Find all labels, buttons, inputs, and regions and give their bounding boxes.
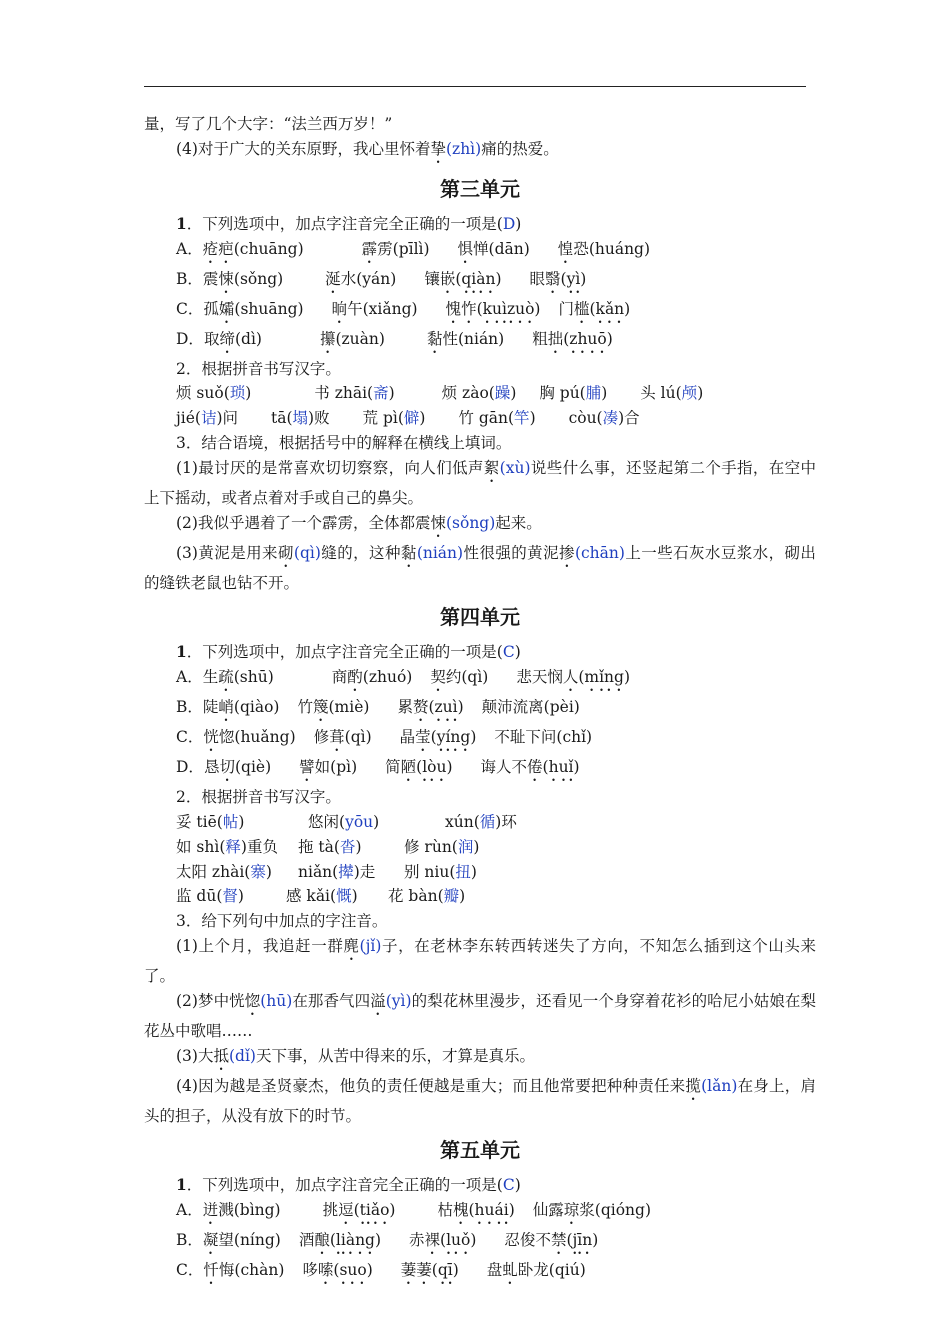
u4-question-3: 3．给下列句中加点的字注音。 (176, 912, 388, 931)
dotted-char: 晌 (331, 299, 348, 318)
dotted-char: 槛(kǎn) (574, 299, 631, 318)
answer: 慨 (336, 887, 352, 906)
text: ) (245, 384, 252, 403)
question-number: 1 (176, 1175, 187, 1195)
text: 诲人不 (480, 758, 528, 777)
text: 雳(pīlì) (377, 239, 430, 258)
continued-line (144, 112, 816, 137)
text: ) (697, 384, 704, 403)
answer: (lǎn) (701, 1076, 738, 1095)
dotted-char: 萋 (400, 1261, 417, 1280)
u5-question-1 (144, 1173, 816, 1198)
dotted-char: 禁(jīn) (550, 1231, 599, 1250)
text: ) (473, 837, 480, 856)
dotted-char: 人(mǐng) (562, 668, 631, 687)
dotted-char: 酿(liàng) (314, 1231, 382, 1250)
u4-question-1 (144, 640, 816, 665)
text: 竹 gān( (458, 409, 515, 428)
answer: 沓 (339, 837, 356, 856)
dotted-char: 孀 (218, 299, 235, 318)
text: ) (238, 812, 245, 831)
u4-pinyin-row-4 (144, 884, 816, 909)
text: 缝的，这种 (320, 543, 401, 562)
text: 惮(dān) (473, 239, 530, 258)
answer: 凑 (602, 409, 619, 428)
u4-pinyin-row-1 (144, 810, 816, 835)
text: 别 niu( (404, 862, 456, 881)
text: 陡 (202, 698, 219, 717)
text: 在身上，肩头的担子，从没有放下的时节。 (144, 1076, 816, 1125)
u3-option-c (144, 297, 816, 327)
text: ) (237, 887, 244, 906)
u5-option-b (144, 1228, 816, 1258)
text: 上一些石灰水豆浆水，砌出的缝铁老鼠也钻不开。 (144, 543, 816, 592)
text: 竹 (297, 698, 313, 717)
u4-option-d (144, 755, 816, 785)
dotted-char: 恍 (203, 728, 219, 747)
u4-option-c (144, 725, 816, 755)
text: D． (176, 329, 204, 348)
text: A． (176, 239, 203, 258)
text: 哆 (302, 1261, 318, 1280)
dotted-char: 萋(qī) (416, 1261, 459, 1280)
dotted-char: 虬 (502, 1261, 518, 1280)
dotted-char: 疤 (218, 239, 234, 258)
text: 天下事，从苦中得来的乐，才算是真乐。 (255, 1046, 535, 1065)
text: (1)最讨厌的是常喜欢切切察察，向人们低声 (176, 458, 484, 477)
dotted-char: 拙(zhuō) (547, 329, 613, 348)
text: xún( (445, 812, 480, 831)
dotted-char: 凝 (202, 1231, 219, 1250)
dotted-char: 琼 (563, 1201, 580, 1220)
text: (zhuó) (362, 668, 413, 687)
dotted-char: 迸 (202, 1201, 219, 1220)
answer: 竿 (514, 409, 530, 428)
u5-option-c (144, 1258, 816, 1288)
text: (3)黄泥是用来 (176, 543, 278, 562)
text: ) (470, 862, 477, 881)
answer: C (502, 1176, 515, 1195)
u3-pinyin-row-2 (144, 406, 816, 431)
u4-option-b (144, 695, 816, 725)
unit-3-title: 第三单元 (440, 176, 520, 201)
answer: 释 (225, 837, 241, 856)
text: D． (176, 758, 204, 777)
text: 妥 tiē( (176, 812, 223, 831)
text: ) (419, 409, 426, 428)
text: B． (176, 1231, 203, 1250)
unit-5-title: 第五单元 (440, 1138, 520, 1163)
answer: 润 (457, 837, 474, 856)
dotted-char: 溢 (370, 991, 386, 1010)
text: ) (601, 384, 608, 403)
text: 感 kǎi( (286, 887, 337, 906)
text: 眼 (529, 269, 546, 288)
question-number: 1 (176, 213, 187, 233)
dotted-char: 黏 (426, 329, 443, 348)
text: (sǒng) (233, 269, 284, 288)
answer: 督 (222, 887, 238, 906)
dotted-char: 翳(yì) (545, 269, 587, 288)
text: 监 dū( (176, 887, 223, 906)
text: 悲天悯 (516, 668, 563, 687)
text: 孤 (203, 299, 219, 318)
text: 惚 (218, 728, 235, 747)
text: (miè) (328, 698, 370, 717)
u4-sentence-2 (144, 989, 816, 1044)
text: 拖 tà( (298, 837, 340, 856)
text: (shuāng) (234, 299, 304, 318)
text: (shū) (233, 668, 274, 687)
text: 恳 (203, 758, 220, 777)
text: ) (514, 1176, 521, 1195)
text: còu( (568, 409, 603, 428)
text: 起来。 (495, 513, 542, 532)
text: C． (176, 728, 204, 747)
u4-pinyin-row-2 (144, 835, 816, 860)
text: 烦 suǒ( (176, 384, 230, 403)
text: 粗 (532, 329, 548, 348)
dotted-char: 霹 (361, 239, 378, 258)
answer: (xù) (499, 458, 531, 477)
dotted-char: 揽 (685, 1076, 702, 1095)
text: ) (351, 887, 358, 906)
text: jié( (176, 409, 201, 428)
answer: 斋 (373, 384, 389, 403)
text: (1)上个月，我追赶一群 (176, 936, 344, 955)
text: 盘 (486, 1261, 503, 1280)
text: 修 rùn( (404, 837, 458, 856)
dotted-char: 疏 (218, 668, 234, 687)
text: 悔(chàn) (218, 1261, 285, 1280)
answer: 瓣 (443, 887, 460, 906)
text: 烦 zào( (441, 384, 495, 403)
text: 生 (202, 668, 219, 687)
text: )走 (353, 862, 376, 881)
dotted-char: 槐(huái) (453, 1201, 515, 1220)
answer: 躁 (494, 384, 511, 403)
text: 午(xiǎng) (347, 299, 418, 318)
u4-question-2: 2．根据拼音书写汉字。 (176, 788, 341, 807)
answer: (nián) (416, 543, 464, 562)
answer: (zhì) (445, 139, 482, 158)
text: 悠闲( (308, 812, 346, 831)
dotted-char: 葺 (329, 728, 345, 747)
text: 震 (202, 269, 219, 288)
text: (3)大 (176, 1046, 214, 1065)
text: 门 (558, 299, 574, 318)
text: A． (176, 668, 203, 687)
text: ) (388, 384, 395, 403)
dotted-char: 挚 (430, 139, 446, 158)
dotted-char: 疮 (202, 239, 219, 258)
text: niǎn( (298, 862, 339, 881)
dotted-char: 赘(zuì) (412, 698, 464, 717)
u3-sentence-2 (144, 511, 816, 541)
text: (chuāng) (233, 239, 304, 258)
u4-sentence-1 (144, 934, 816, 989)
text: ) (265, 862, 272, 881)
text: tā( (271, 409, 293, 428)
text: 恐(huáng) (573, 239, 651, 258)
dotted-char: 陋(lòu) (400, 758, 453, 777)
text: 太阳 zhài( (176, 862, 251, 881)
text: 说些什么事，还竖起第二个手指，在空中上下摇动，或者点着对手或自己的鼻尖。 (144, 458, 816, 507)
text: (2)梦中恍 (176, 991, 245, 1010)
answer: 循 (479, 812, 496, 831)
answer: (chān) (574, 543, 625, 562)
u3-pinyin-row-1 (144, 381, 816, 406)
dotted-char: 嵌(qiàn) (439, 269, 502, 288)
text: 性(nián) (442, 329, 505, 348)
dotted-char: 掺 (559, 543, 575, 562)
u5-option-a (144, 1198, 816, 1228)
text: 痛的热爱。 (481, 139, 559, 158)
answer: (yì) (385, 991, 412, 1010)
u3-question-3: 3．结合语境，根据括号中的解释在横线上填词。 (176, 433, 512, 452)
text: )败 (308, 409, 330, 428)
dotted-char: 惚 (244, 991, 261, 1010)
dotted-char: 酌 (347, 668, 363, 687)
text: 书 zhāi( (314, 384, 374, 403)
dotted-char: 嗦(suo) (317, 1261, 373, 1280)
header-rule (144, 86, 806, 87)
answer: 塌 (292, 409, 309, 428)
dotted-char: 麂 (343, 936, 360, 955)
answer: 颅 (681, 384, 698, 403)
text: (pì) (330, 758, 358, 777)
text: 仙露 (532, 1201, 564, 1220)
text: ) (373, 812, 380, 831)
text: 溅(bìng) (218, 1201, 281, 1220)
text: ) (514, 643, 521, 662)
text: )环 (495, 812, 517, 831)
text: 性很强的黄泥 (463, 543, 560, 562)
text: ) (459, 887, 466, 906)
sentence-4 (144, 137, 816, 167)
text: 颠沛流 (481, 698, 529, 717)
dotted-char: 砌 (277, 543, 294, 562)
dotted-char: 怍(kuìzuò) (461, 299, 541, 318)
u4-sentence-4 (144, 1074, 816, 1129)
dotted-char: 悚 (430, 513, 446, 532)
text: 问(chǐ) (540, 728, 593, 747)
text: (qiè) (234, 758, 272, 777)
text: ) (510, 384, 517, 403)
text: B． (176, 698, 203, 717)
text: 子，在老林李东转西转迷失了方向，不知怎么插到这个山头来了。 (144, 936, 816, 985)
answer: 寨 (250, 862, 266, 881)
dotted-char: 黏 (400, 543, 417, 562)
text: ) (355, 837, 362, 856)
text: 镶 (424, 269, 440, 288)
text: (dì) (234, 329, 262, 348)
text: 离(pèi) (528, 698, 580, 717)
text: 卧龙(qiú) (517, 1261, 586, 1280)
text: 花 bàn( (388, 887, 444, 906)
text: C． (176, 1261, 204, 1280)
text: 望(níng) (218, 1231, 281, 1250)
u3-option-a (144, 237, 816, 267)
u3-option-d (144, 327, 816, 357)
text: 不 (535, 1231, 551, 1250)
u3-sentence-3 (144, 541, 816, 596)
dotted-char: 契 (430, 668, 446, 687)
text: 如 shì( (176, 837, 226, 856)
dotted-char: 惧 (457, 239, 474, 258)
text: 累 (397, 698, 413, 717)
text: 在那香气四 (292, 991, 371, 1010)
text: (qiào) (233, 698, 280, 717)
dotted-char: 倦(huǐ) (527, 758, 580, 777)
text: 头 lú( (640, 384, 682, 403)
text: (4)因为越是圣贤豪杰，他负的责任便越是重大；而且他常要把种种责任来 (176, 1076, 686, 1095)
text: 取 (203, 329, 220, 348)
answer: yōu (345, 812, 374, 831)
text: ．下列选项中，加点字注音完全正确的一项是( (186, 1176, 503, 1195)
answer: 撵 (338, 862, 354, 881)
answer: (sǒng) (445, 513, 496, 532)
text: 胸 pú( (539, 384, 586, 403)
answer: 诘 (200, 409, 217, 428)
text: 不耻下 (494, 728, 541, 747)
dotted-char: 愧 (445, 299, 462, 318)
dotted-char: 裸(luǒ) (424, 1231, 477, 1250)
dotted-char: 切 (219, 758, 235, 777)
text: 简 (385, 758, 401, 777)
answer: 僻 (403, 409, 420, 428)
dotted-char: 攥 (319, 329, 336, 348)
text: 水(yán) (340, 269, 397, 288)
unit-4-title: 第四单元 (440, 605, 520, 630)
answer: 扭 (455, 862, 471, 881)
answer: 琐 (229, 384, 246, 403)
text: 浆(qióng) (579, 1201, 652, 1220)
text: (2)我似乎遇着了一个霹雳，全体都震 (176, 513, 431, 532)
text: 挑 (322, 1201, 339, 1220)
answer: D (502, 214, 516, 233)
text: 量，写了几个大字：“法兰西万岁！” (144, 115, 393, 133)
dotted-char: 忏 (203, 1261, 219, 1280)
u3-sentence-1 (144, 456, 816, 511)
text: (huǎng) (234, 728, 296, 747)
text: ) (529, 409, 536, 428)
u4-option-a (144, 665, 816, 695)
text: (zuàn) (335, 329, 385, 348)
text: ．下列选项中，加点字注音完全正确的一项是( (186, 643, 503, 662)
text: ) (515, 214, 522, 233)
text: B． (176, 269, 203, 288)
text: ．下列选项中，加点字注音完全正确的一项是( (186, 214, 503, 233)
document-body (144, 112, 816, 1288)
text: )重负 (240, 837, 278, 856)
dotted-char: 逗(tiǎo) (338, 1201, 396, 1220)
text: 的梨花林里漫步，还看见一个身穿着花衫的哈尼小姑娘在梨花丛中歌唱…… (144, 991, 816, 1040)
dotted-char: 惶 (557, 239, 574, 258)
dotted-char: 悚 (218, 269, 234, 288)
text: (qì) (344, 728, 372, 747)
answer: 脯 (585, 384, 602, 403)
text: 赤 (409, 1231, 425, 1250)
answer: C (502, 643, 515, 662)
answer: 帖 (222, 812, 239, 831)
text: C． (176, 299, 204, 318)
text: 晶 (399, 728, 416, 747)
dotted-char: 篾 (312, 698, 329, 717)
dotted-char: 抵 (213, 1046, 229, 1065)
u3-question-2: 2．根据拼音书写汉字。 (176, 359, 341, 378)
answer: (dǐ) (228, 1046, 256, 1065)
text: 约(qì) (445, 668, 489, 687)
dotted-char: 譬 (299, 758, 315, 777)
text: (4)对于广大的关东原野，我心里怀着 (176, 139, 431, 158)
text: 枯 (437, 1201, 453, 1220)
text: )问 (216, 409, 239, 428)
u4-sentence-3 (144, 1044, 816, 1074)
text: 忍俊 (504, 1231, 536, 1250)
u3-question-1 (144, 212, 816, 237)
text: 修 (313, 728, 330, 747)
text: 如 (314, 758, 331, 777)
answer: (hū) (260, 991, 293, 1010)
u4-pinyin-row-3 (144, 860, 816, 885)
u3-option-b (144, 267, 816, 297)
answer: (jǐ) (359, 936, 382, 955)
dotted-char: 涎 (325, 269, 341, 288)
text: 商 (331, 668, 348, 687)
dotted-char: 絮 (483, 458, 500, 477)
answer: (qì) (293, 543, 321, 562)
dotted-char: 莹(yíng) (415, 728, 477, 747)
text: )合 (618, 409, 640, 428)
dotted-char: 缔 (219, 329, 235, 348)
text: 荒 pì( (362, 409, 404, 428)
question-number: 1 (176, 642, 187, 662)
text: 酒 (298, 1231, 315, 1250)
dotted-char: 峭 (218, 698, 234, 717)
text: A． (176, 1201, 203, 1220)
